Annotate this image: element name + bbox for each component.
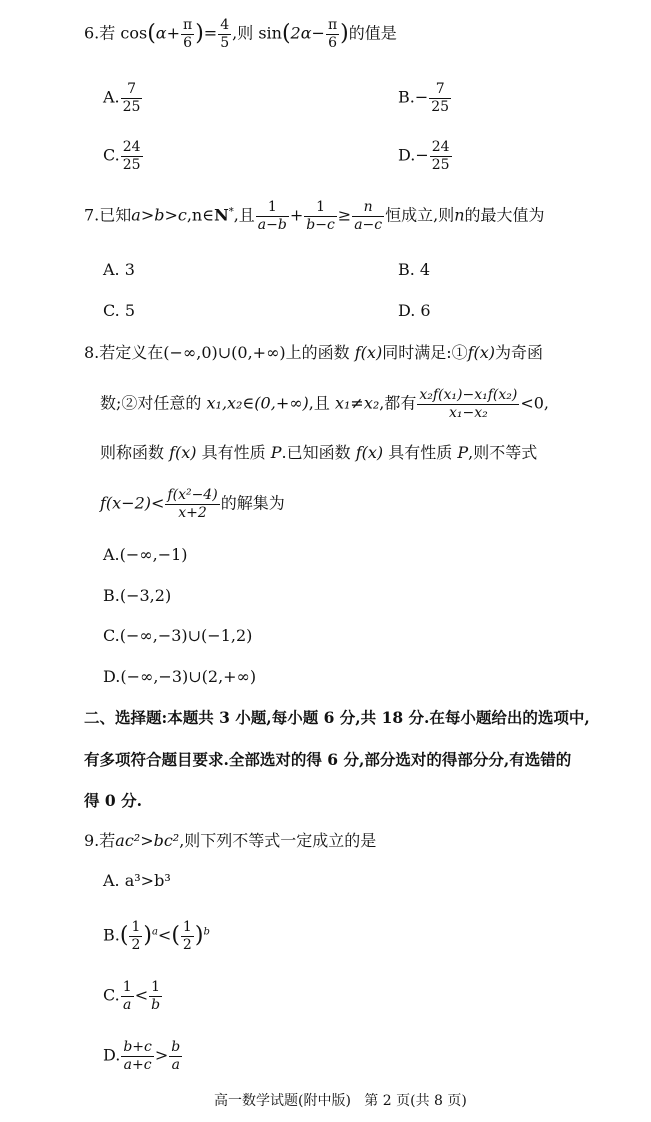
q8-option-b: B.(−3,2) [103, 586, 172, 605]
footer-title: 高一数学试题(附中版) [214, 1093, 351, 1109]
q7-option-b: B. 4 [398, 260, 431, 279]
q9-stem: 9.若ac²>bc²,则下列不等式一定成立的是 [84, 831, 377, 850]
section2-line-2: 有多项符合题目要求.全部选对的得 6 分,部分选对的得部分分,有选错的 [84, 750, 572, 769]
q7-stem: 7.已知a>b>c,n∈N*,且 $\frac{1}{a-b}$ + $\frac{1}{b-c}$ ≥ $\frac{n}{a-c}$ 恒成立,则n的最大值为 [84, 199, 545, 233]
page-footer [214, 1094, 467, 1108]
pi-over-6: $\frac{\pi}{6}$ [183, 17, 193, 51]
q6-option-a: A. $\frac{7}{25}$ [103, 81, 141, 115]
q7-option-a: A. 3 [103, 260, 135, 279]
q8-option-c: C.(−∞,−3)∪(−1,2) [103, 626, 253, 645]
q8-line-2: 数;②对任意的 x₁,x₂∈(0,+∞),且 x₁≠x₂,都有 $\frac{\text{x₂f(x₁)−x₁f(x₂)}}{\text{x₁−x₂}}$ <0, [100, 387, 550, 421]
q9-option-c: C. $\frac{1}{a}$ < $\frac{1}{b}$ [103, 979, 161, 1013]
q6-option-d: D.− $\frac{24}{25}$ [398, 139, 450, 173]
q9-option-a: A. a³>b³ [103, 871, 171, 890]
q6-stem: 6.若 cos(α+ $\frac{\pi}{6}$ )= $\frac{4}{5}$ ,则 sin(2α− $\frac{\pi}{6}$ )的值是 [84, 17, 397, 51]
four-fifths: $\frac{4}{5}$ [220, 17, 230, 51]
q6-option-c: C. $\frac{24}{25}$ [103, 139, 141, 173]
q8-option-d: D.(−∞,−3)∪(2,+∞) [103, 667, 257, 686]
page-number: 第 2 页(共 8 页) [364, 1093, 467, 1109]
q6-option-b: B.− $\frac{7}{25}$ [398, 81, 450, 115]
q9-option-b: B.( $\frac{1}{2}$ )$^a$<( $\frac{1}{2}$ )$^b$ [103, 919, 210, 953]
q8-line-4: f(x−2)< $\frac{\text{f(x²−4)}}{x+2}$ 的解集为 [100, 487, 285, 521]
q7-option-c: C. 5 [103, 301, 136, 320]
pi-over-6-b: $\frac{\pi}{6}$ [327, 17, 338, 51]
section2-line-1: 二、选择题:本题共 3 小题,每小题 6 分,共 18 分.在每小题给出的选项中, [84, 708, 590, 727]
q9-option-d: D. $\frac{b+c}{a+c}$ > $\frac{b}{a}$ [103, 1039, 181, 1073]
q8-option-a: A.(−∞,−1) [103, 545, 188, 564]
q8-line-3: 则称函数 f(x) 具有性质 P.已知函数 f(x) 具有性质 P,则不等式 [100, 443, 538, 462]
q7-option-d: D. 6 [398, 301, 431, 320]
q8-line-1: 8.若定义在(−∞,0)∪(0,+∞)上的函数 f(x)同时满足:①f(x)为奇函 [84, 343, 544, 362]
section2-line-3: 得 0 分. [84, 791, 142, 810]
